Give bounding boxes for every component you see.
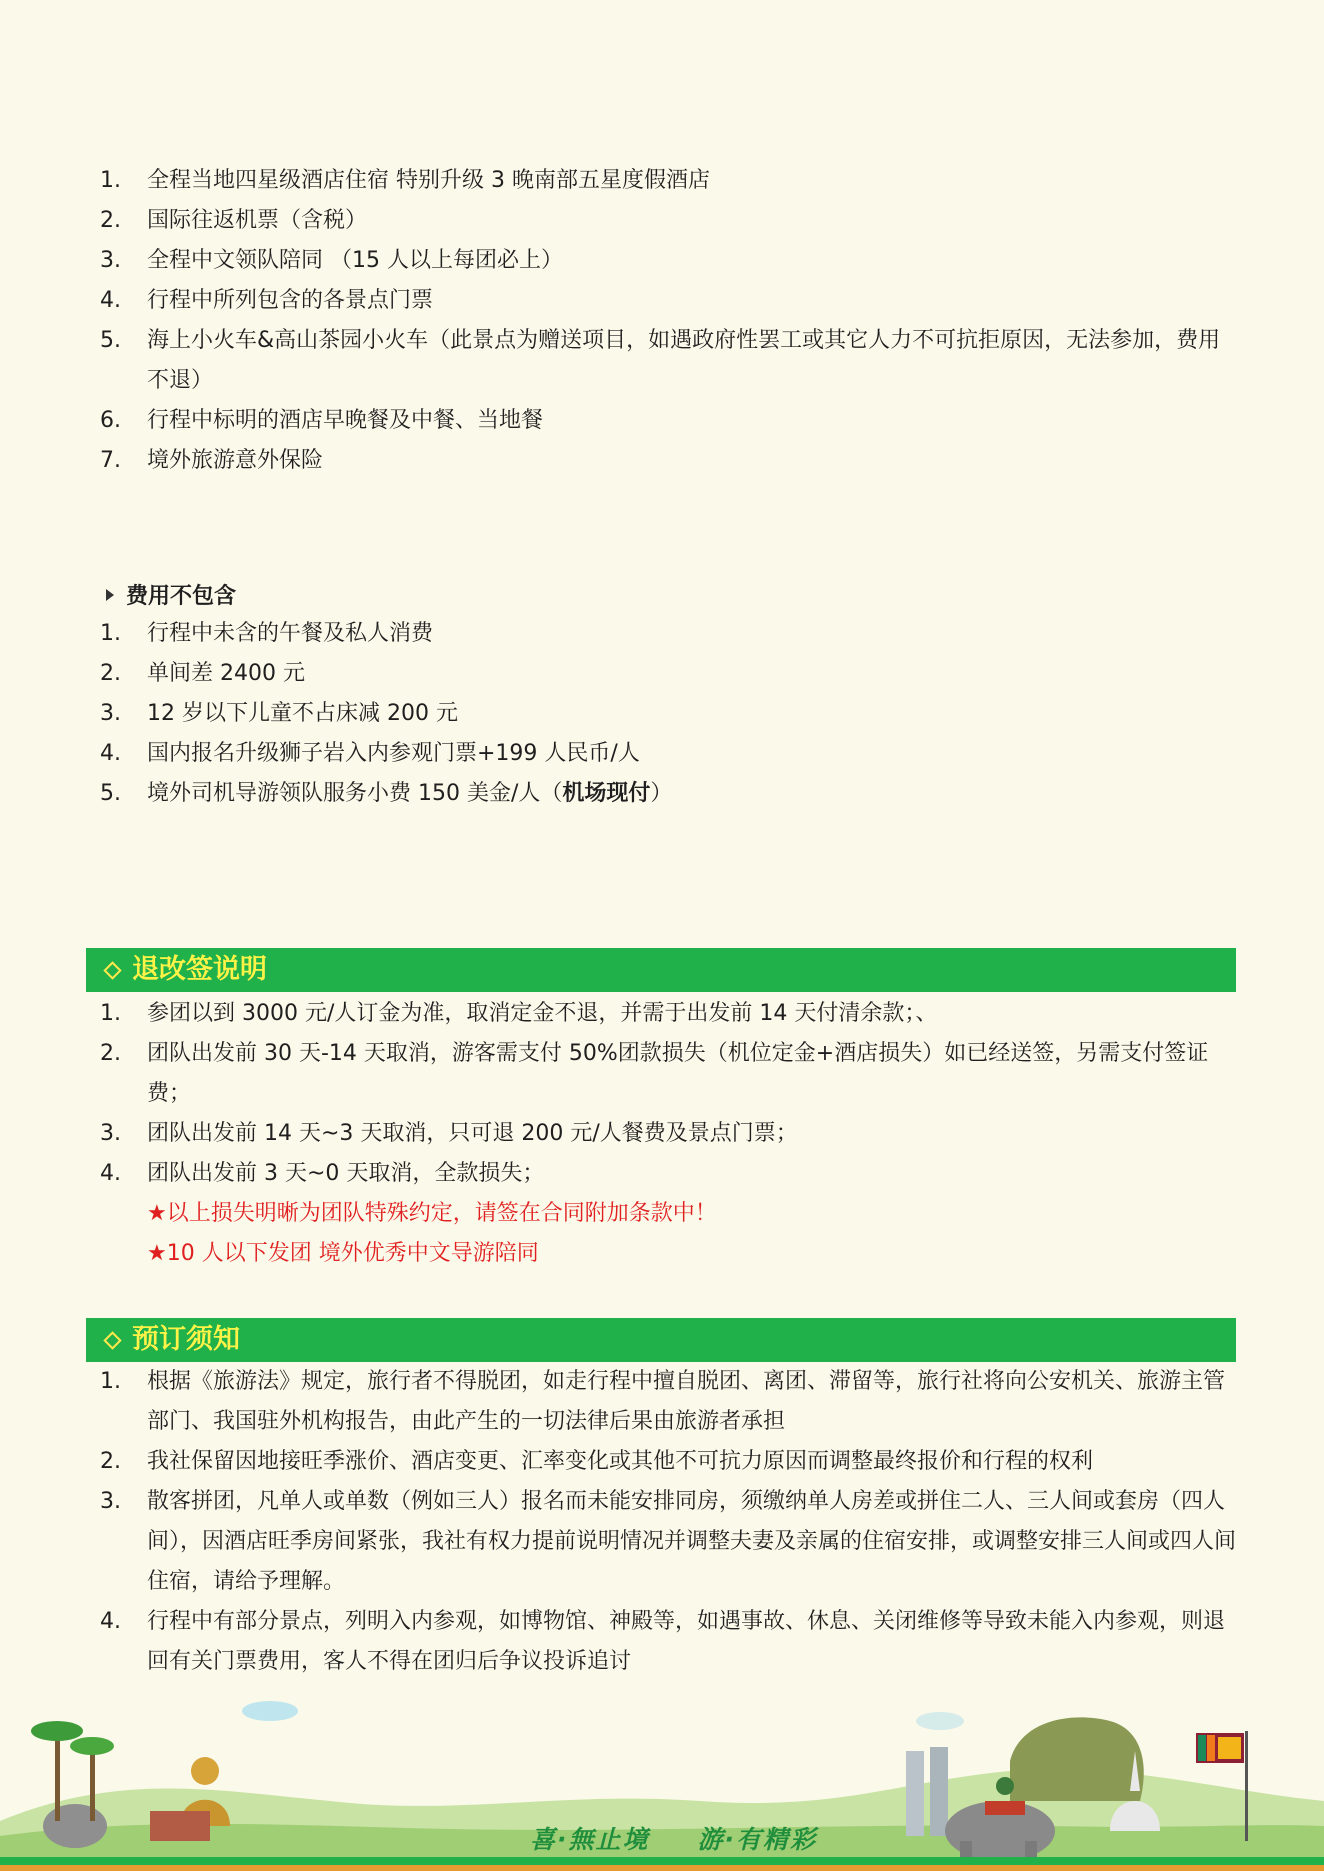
- palm-tree-icon: [90, 1746, 95, 1821]
- item-text: [147, 774, 1242, 814]
- item-number: 4.: [100, 288, 121, 313]
- item-text: 行程中有部分景点，列明入内参观，如博物馆、神殿等，如遇事故、休息、关闭维修等导致未能入内参观，则退回有关门票费用，客人不得在团归后争议投诉追讨: [147, 1609, 1226, 1674]
- item-number: 1.: [100, 1001, 121, 1026]
- excluded-heading-text: 费用不包含: [126, 584, 237, 609]
- list-item: [0, 774, 1324, 814]
- list-item: [0, 161, 1324, 201]
- excluded-list: [0, 614, 1324, 814]
- buddha-statue-icon: [191, 1757, 219, 1785]
- item-text: 参团以到 3000 元/人订金为准，取消定金不退，并需于出发前 14 天付清余款；、: [147, 1001, 938, 1026]
- list-item: [0, 694, 1324, 734]
- diamond-icon: [103, 961, 121, 979]
- item-text-before: 境外司机导游领队服务小费 150 美金/人（: [147, 781, 563, 806]
- elephant-saddle: [985, 1801, 1025, 1815]
- tower-right: [930, 1747, 948, 1836]
- item-text: 海上小火车&高山茶园小火车（此景点为赠送项目，如遇政府性罢工或其它人力不可抗拒原因，无法参加，费用不退）: [147, 328, 1221, 393]
- red-note: ★10 人以下发团 境外优秀中文导游陪同: [147, 1241, 539, 1266]
- item-number: 1.: [100, 1369, 121, 1394]
- item-number: 2.: [100, 661, 121, 686]
- list-item: [0, 734, 1324, 774]
- list-item: [0, 201, 1324, 241]
- list-item: [0, 1034, 1324, 1114]
- item-text: 散客拼团，凡单人或单数（例如三人）报名而未能安排同房，须缴纳单人房差或拼住二人、三人间或套房（四人间），因酒店旺季房间紧张，我社有权力提前说明情况并调整夫妻及亲属的住宿安排，或调整安排三人间或四人间住宿，请给予理解。: [147, 1489, 1237, 1594]
- list-item: [0, 1114, 1324, 1154]
- refund-section-header: [86, 948, 1236, 992]
- tower-left: [906, 1751, 924, 1836]
- list-item: [0, 441, 1324, 481]
- item-text: 根据《旅游法》规定，旅行者不得脱团，如走行程中擅自脱团、离团、滞留等，旅行社将向公安机关、旅游主管部门、我国驻外机构报告，由此产生的一切法律后果由旅游者承担: [147, 1369, 1226, 1434]
- item-number: 4.: [100, 741, 121, 766]
- red-note: ★以上损失明晰为团队特殊约定，请签在合同附加条款中！: [147, 1201, 717, 1226]
- item-text-bold: 机场现付: [562, 781, 651, 806]
- item-number: 3.: [100, 1121, 121, 1146]
- item-text: 团队出发前 14 天~3 天取消，只可退 200 元/人餐费及景点门票；: [147, 1121, 798, 1146]
- list-item: [0, 401, 1324, 441]
- item-number: 5.: [100, 781, 121, 806]
- refund-list: [0, 994, 1324, 1274]
- item-number: 2.: [100, 1449, 121, 1474]
- list-item: [0, 1154, 1324, 1194]
- list-item: [0, 281, 1324, 321]
- booking-title: 预订须知: [132, 1324, 240, 1355]
- triangle-bullet-icon: [106, 589, 114, 601]
- item-text-after: ）: [650, 781, 673, 806]
- booking-list: [0, 1362, 1324, 1682]
- excluded-heading: [106, 577, 236, 617]
- included-list: [0, 161, 1324, 481]
- item-number: 1.: [100, 621, 121, 646]
- list-item: [0, 1442, 1324, 1482]
- item-text: 行程中未含的午餐及私人消费: [147, 621, 434, 646]
- flag-pole: [1245, 1731, 1248, 1841]
- item-text: 国内报名升级狮子岩入内参观门票+199 人民币/人: [147, 741, 640, 766]
- item-number: 5.: [100, 328, 121, 353]
- item-number: 4.: [100, 1609, 121, 1634]
- booking-section-header: [86, 1318, 1236, 1362]
- cloud-icon: [242, 1701, 298, 1721]
- rider-icon: [996, 1777, 1014, 1795]
- item-text: 行程中所列包含的各景点门票: [147, 288, 434, 313]
- list-item: [0, 321, 1324, 401]
- item-number: 2.: [100, 208, 121, 233]
- item-text: 团队出发前 30 天-14 天取消，游客需支付 50%团款损失（机位定金+酒店损失）如已经送签，另需支付签证费；: [147, 1041, 1209, 1106]
- item-text: 境外旅游意外保险: [147, 448, 324, 473]
- item-text: 12 岁以下儿童不占床减 200 元: [147, 701, 458, 726]
- footer-slogan: [530, 1820, 817, 1856]
- item-number: 2.: [100, 1041, 121, 1066]
- lion-rock: [1010, 1717, 1144, 1801]
- refund-title: 退改签说明: [132, 954, 267, 985]
- item-text: 单间差 2400 元: [147, 661, 305, 686]
- note-item: [0, 1234, 1324, 1274]
- item-number: 7.: [100, 448, 121, 473]
- item-number: 1.: [100, 168, 121, 193]
- item-number: 3.: [100, 701, 121, 726]
- elephant-icon: [43, 1804, 107, 1848]
- item-number: 4.: [100, 1161, 121, 1186]
- item-number: 3.: [100, 248, 121, 273]
- list-item: [0, 1482, 1324, 1602]
- list-item: [0, 1362, 1324, 1442]
- list-item: [0, 614, 1324, 654]
- item-text: 全程中文领队陪同 （15 人以上每团必上）: [147, 248, 563, 273]
- footer-orange-stripe: [0, 1865, 1324, 1871]
- cloud-icon: [916, 1712, 964, 1730]
- note-item: [0, 1194, 1324, 1234]
- slogan-right: 游·有精彩: [697, 1825, 817, 1854]
- item-text: 全程当地四星级酒店住宿 特别升级 3 晚南部五星度假酒店: [147, 168, 710, 193]
- list-item: [0, 654, 1324, 694]
- item-text: 行程中标明的酒店早晚餐及中餐、当地餐: [147, 408, 544, 433]
- item-number: 6.: [100, 408, 121, 433]
- list-item: [0, 994, 1324, 1034]
- item-text: 国际往返机票（含税）: [147, 208, 368, 233]
- item-text: 我社保留因地接旺季涨价、酒店变更、汇率变化或其他不可抗力原因而调整最终报价和行程的权利: [147, 1449, 1094, 1474]
- footer-green-stripe: [0, 1857, 1324, 1865]
- item-number: 3.: [100, 1489, 121, 1514]
- palm-tree-icon: [55, 1731, 60, 1821]
- item-text: 团队出发前 3 天~0 天取消，全款损失；: [147, 1161, 545, 1186]
- temple-icon: [150, 1811, 210, 1841]
- diamond-icon: [103, 1331, 121, 1349]
- slogan-left: 喜·無止境: [530, 1825, 650, 1854]
- list-item: [0, 241, 1324, 281]
